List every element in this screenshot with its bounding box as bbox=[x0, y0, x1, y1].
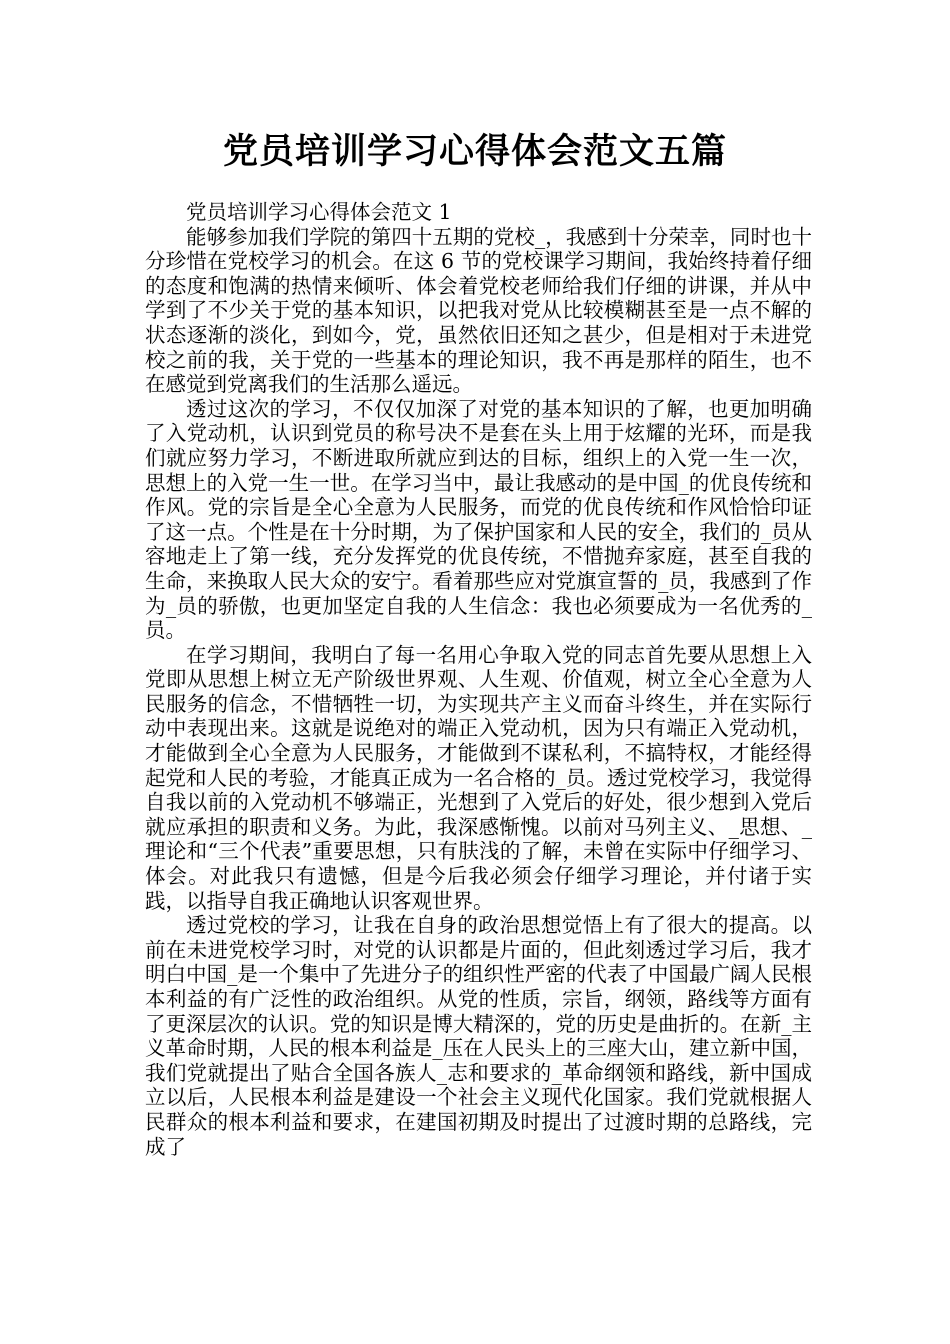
paragraph: 在学习期间，我明白了每一名用心争取入党的同志首先要从思想上入党即从思想上树立无产阶级世界观、人生观、价值观，树立全心全意为人民服务的信念，不惜牺牲一切，为实现共产主义而奋斗终生，并在实际行动中表现出来。这就是说绝对的端正入党动机，因为只有端正入党动机，才能做到全心全意为人民服务，才能做到不谋私利，不搞特权，才能经得起党和人民的考验，才能真正成为一名合格的_员。透过党校学习，我觉得自我以前的入党动机不够端正，光想到了入党后的好处，很少想到入党后就应承担的职责和义务。为此，我深感惭愧。以前对马列主义、_思想、_理论和“三个代表”重要思想，只有肤浅的了解，未曾在实际中仔细学习、体会。对此我只有遗憾，但是今后我必须会仔细学习理论，并付诸于实践，以指导自我正确地认识客观世界。 bbox=[145, 642, 812, 913]
paragraph: 能够参加我们学院的第四十五期的党校_，我感到十分荣幸，同时也十分珍惜在党校学习的机会。在这 6 节的党校课学习期间，我始终持着仔细的态度和饱满的热情来倾听、体会着党校老师给我们仔细的讲课，并从中学到了不少关于党的基本知识，以把我对党从比较模糊甚至是一点不解的状态逐渐的淡化，到如今，党，虽然依旧还知之甚少，但是相对于未进党校之前的我，关于党的一些基本的理论知识，我不再是那样的陌生，也不在感觉到党离我们的生活那么遥远。 bbox=[145, 224, 812, 397]
document-title: 党员培训学习心得体会范文五篇 bbox=[222, 132, 727, 172]
document-subtitle: 党员培训学习心得体会范文 1 bbox=[186, 200, 452, 224]
document-body bbox=[145, 200, 812, 1159]
paragraph: 透过这次的学习，不仅仅加深了对党的基本知识的了解，也更加明确了入党动机，认识到党员的称号决不是套在头上用于炫耀的光环，而是我们就应努力学习，不断进取所就应到达的目标，组织上的入党一生一次，思想上的入党一生一世。在学习当中，最让我感动的是中国_的优良传统和作风。党的宗旨是全心全意为人民服务，而党的优良传统和作风恰恰印证了这一点。个性是在十分时期，为了保护国家和人民的安全，我们的_员从容地走上了第一线，充分发挥党的优良传统，不惜抛弃家庭，甚至自我的生命，来换取人民大众的安宁。看着那些应对党旗宣誓的_员，我感到了作为_员的骄傲，也更加坚定自我的人生信念：我也必须要成为一名优秀的_员。 bbox=[145, 396, 812, 643]
paragraph: 透过党校的学习，让我在自身的政治思想觉悟上有了很大的提高。以前在未进党校学习时，对党的认识都是片面的，但此刻透过学习后，我才明白中国_是一个集中了先进分子的组织性严密的代表了中国最广阔人民根本利益的有广泛性的政治组织。从党的性质，宗旨，纲领，路线等方面有了更深层次的认识。党的知识是博大精深的，党的历史是曲折的。在新_主义革命时期，人民的根本利益是_压在人民头上的三座大山，建立新中国，我们党就提出了贴合全国各族人_志和要求的_革命纲领和路线，新中国成立以后，人民根本利益是建设一个社会主义现代化国家。我们党就根据人民群众的根本利益和要求，在建国初期及时提出了过渡时期的总路线，完成了 bbox=[145, 913, 812, 1159]
